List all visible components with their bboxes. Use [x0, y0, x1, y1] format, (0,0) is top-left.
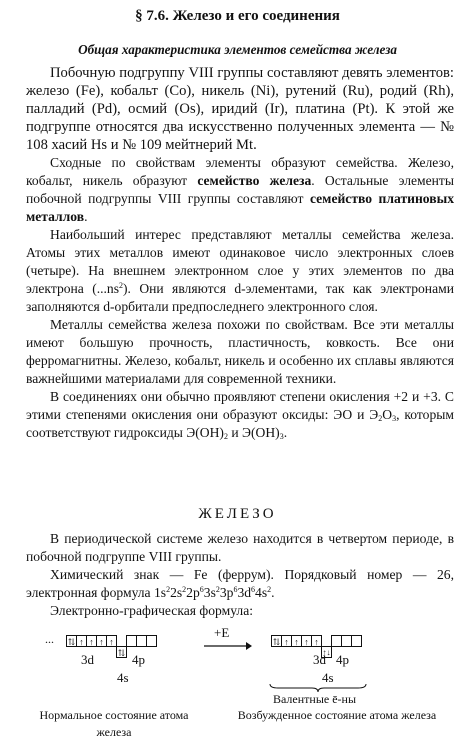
valence-electrons-label: Валентные ē-ны — [273, 692, 357, 706]
label-4s: 4s — [117, 670, 129, 685]
orbital-4s-cell: ⇅ — [117, 648, 126, 658]
label-3d: 3d — [313, 652, 326, 667]
term-iron-family: семейство железа — [197, 173, 312, 188]
section-subtitle: Общая характеристика элементов семейства железа — [78, 42, 397, 57]
arrow-right-icon — [202, 641, 252, 651]
paragraph-1: Побочную подгруппу VIII группы составляют девять элементов: железо (Fe), кобальт (Co), никель (Ni), рутений (Ru), родий (Rh), палладий (Pd), осмий (Os), иридий (Ir), платина (Pt). К этой же подгруппе относятся два искусственно полученных элемента — № 108 хасий Hs и № 109 мейтнерий Mt. — [26, 65, 454, 153]
orbital-3d-cell: ⇅ — [272, 637, 281, 647]
label-4p: 4p — [132, 652, 145, 667]
label-4s: 4s — [322, 670, 334, 685]
body-text — [26, 64, 454, 442]
label-3d: 3d — [81, 652, 94, 667]
section-heading: ЖЕЛЕЗО — [198, 506, 277, 522]
orbital-3d-cell: ↑ — [96, 635, 107, 647]
iron-section-text — [26, 530, 454, 620]
orbital-3d-cell: ⇅ — [67, 637, 76, 647]
iron-paragraph-2: Химический знак — Fe (феррум). Порядковый номер — 26, электронная формула $1s^22s^22p^63s^23p^63d^64s^2$. — [26, 567, 454, 600]
orbital-3d-cell: ↑ — [291, 635, 302, 647]
orbital-4p-cell — [146, 635, 157, 647]
paragraph-3: Наибольший интерес представляют металлы семейства железа. Атомы этих металлов имеют одинаковое число электронных слоев (четыре). На внешнем электронном слое у этих элементов по два электрона $(...ns^2)$. Они являются d-элементами, так как электронами заполняются d-орбитали предпоследнего электронного слоя. — [26, 227, 454, 314]
iron-paragraph-3: Электронно-графическая формула: — [50, 603, 254, 618]
term-platinum-metals: семейство платиновых металлов — [26, 191, 455, 224]
orbital-4p-cell — [351, 635, 362, 647]
paragraph-5: В соединениях они обычно проявляют степени окисления +2 и +3. С этими степенями окисления они образуют оксиды: ЭО и $Э_2O_3$, которым соответствуют гидроксиды $Э(ОН)_2$ и $Э(ОН)_3$. — [26, 389, 454, 441]
orbital-3d-cell: ↑ — [301, 635, 312, 647]
paragraph-2: Сходные по свойствам элементы образуют семейства. Железо, кобальт, никель образуют семейство железа. Остальные элементы побочной подгруппы VIII группы составляют семейство платиновых металлов. — [26, 155, 455, 224]
page-title: § 7.6. Железо и его соединения — [135, 8, 340, 24]
dots-prefix: ... — [45, 632, 54, 646]
caption-excited-state: Возбужденное состояние атома железа — [237, 708, 437, 722]
orbital-4s-cell: ↑↓ — [322, 648, 331, 657]
caption-normal-state: Нормальное состояние атома железа — [39, 708, 189, 739]
orbital-3d-cell: ↑ — [76, 635, 87, 647]
label-4p: 4p — [336, 652, 349, 667]
paragraph-4: Металлы семейства железа похожи по свойствам. Все эти металлы имеют большую прочность, пластичность, ковкость. Все они ферромагнитны. Железо, кобальт, никель и особенно их сплавы являются важнейшими материалами для современной техники. — [26, 317, 454, 386]
orbital-3d-cell: ↑ — [106, 635, 117, 647]
orbital-3d-cell: ↑ — [281, 635, 292, 647]
orbital-3d-cell: ↑ — [86, 635, 97, 647]
iron-paragraph-1: В периодической системе железо находится в четвертом периоде, в побочной подгруппе VIII группы. — [26, 531, 454, 564]
energy-label: +E — [214, 625, 230, 640]
orbital-3d-cell: ↑ — [311, 635, 322, 647]
